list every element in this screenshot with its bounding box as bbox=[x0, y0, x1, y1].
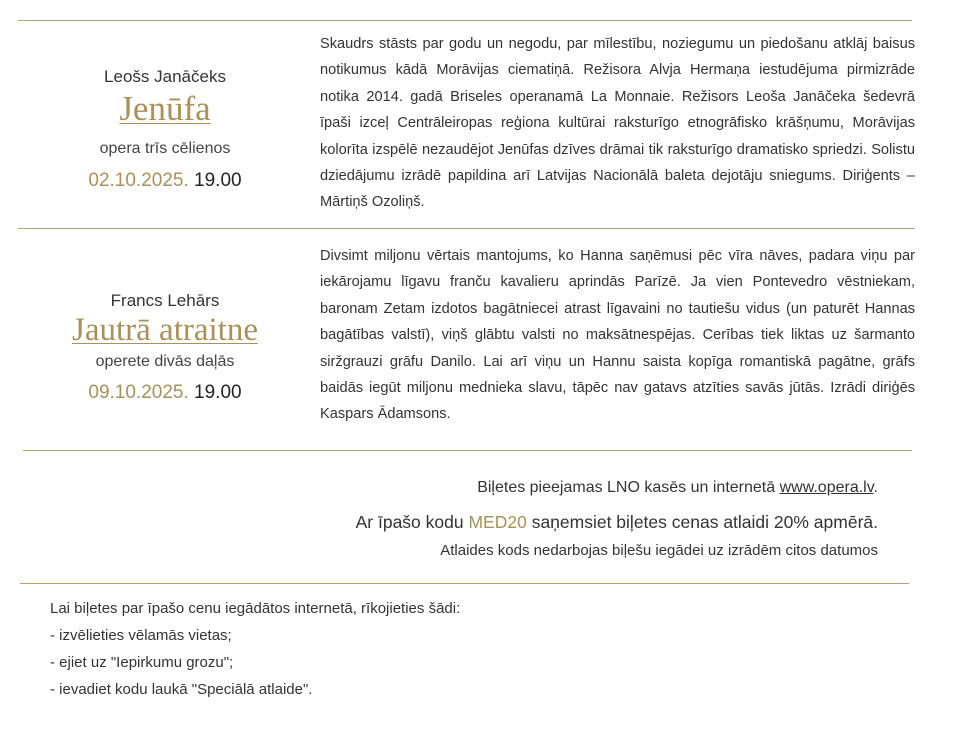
ticket-info bbox=[356, 477, 878, 563]
event-composer: Francs Lehārs bbox=[110, 291, 220, 310]
instruction-step: - ievadiet kodu laukā "Speciālā atlaide". bbox=[50, 681, 313, 698]
event-description: Skaudrs stāsts par godu un negodu, par mīlestību, noziegumu un piedošanu atklāj baisus notikumus kādā Morāvijas ciematiņā. Režisora Alvja Hermaņa iestudējuma pirmizrāde notika 2014. gadā Briseles operanamā La Monnaie. Režisors Leoša Janāčeka šedevrā īpaši izceļ Centrāleiropas reģiona kultūrai raksturīgo etnogrāfisko krāšņumu, Morāvijas kolorīta izspēlē nezaudējot Jenūfas dzīves drāmai tik raksturīgo dramatisko spriedzi. Solistu dziedājumu izrādē papildina arī Latvijas Nacionālā baleta dejotāju sniegums. Diriģents – Mārtiņš Ozoliņš. bbox=[320, 36, 915, 211]
discount-code-line: Ar īpašo kodu MED20 saņemsiet biļetes cenas atlaidi 20% apmērā. bbox=[355, 512, 878, 532]
event-datetime bbox=[20, 168, 310, 194]
instructions-intro: Lai biļetes par īpašo cenu iegādātos internetā, rīkojieties šādi: bbox=[50, 600, 461, 617]
event-composer: Leošs Janāčeks bbox=[104, 67, 226, 86]
event-subtitle: operete divās daļās bbox=[95, 353, 235, 370]
event-time: 19.00 bbox=[194, 170, 242, 191]
event-subtitle: opera trīs cēlienos bbox=[99, 140, 231, 157]
instruction-step: - izvēlieties vēlamās vietas; bbox=[50, 627, 232, 644]
divider-top bbox=[18, 20, 912, 21]
event-meta bbox=[20, 290, 310, 408]
discount-note: Atlaides kods nedarbojas biļešu iegādei uz izrādēm citos datumos bbox=[440, 542, 878, 559]
opera-website-link[interactable]: www.opera.lv bbox=[779, 479, 874, 496]
divider-tickets-top bbox=[23, 450, 912, 451]
event-title: Jenūfa bbox=[119, 89, 211, 128]
divider-events bbox=[18, 228, 915, 229]
event-date: 02.10.2025. bbox=[88, 170, 189, 191]
event-description: Divsimt miljonu vērtais mantojums, ko Hanna saņēmusi pēc vīra nāves, padara viņu par iekārojamu līgavu franču kavalieru aprindās Parīzē. Ja vien Pontevedro vēstniekam, baronam Zetam izdotos bagātniecei atrast līgavaini no tautiešu vidus (un paturēt Hannas bagātības valstī), viņš glābtu valsti no maksātnespējas. Cerības tiek liktas uz šarmanto siržgrauzi grāfu Danilo. Lai arī viņu un Hannu saista kopīga romantiskā pagātne, grāfs baidās iegūt miljonu mednieka slavu, tāpēc nav gatavs atzīties savās jūtās. Izrādi diriģēs Kaspars Ādamsons. bbox=[320, 248, 915, 423]
event-meta bbox=[20, 66, 310, 194]
event-title: Jautrā atraitne bbox=[72, 312, 258, 348]
ticket-availability: Biļetes pieejamas LNO kasēs un internetā www.opera.lv. bbox=[477, 479, 878, 496]
event-date: 09.10.2025. bbox=[88, 382, 189, 403]
divider-instructions bbox=[20, 583, 909, 584]
event-time: 19.00 bbox=[194, 382, 242, 403]
instruction-step: - ejiet uz "Iepirkumu grozu"; bbox=[50, 654, 234, 671]
event-datetime bbox=[20, 378, 310, 408]
purchase-instructions bbox=[50, 595, 460, 703]
discount-code: MED20 bbox=[468, 512, 527, 532]
